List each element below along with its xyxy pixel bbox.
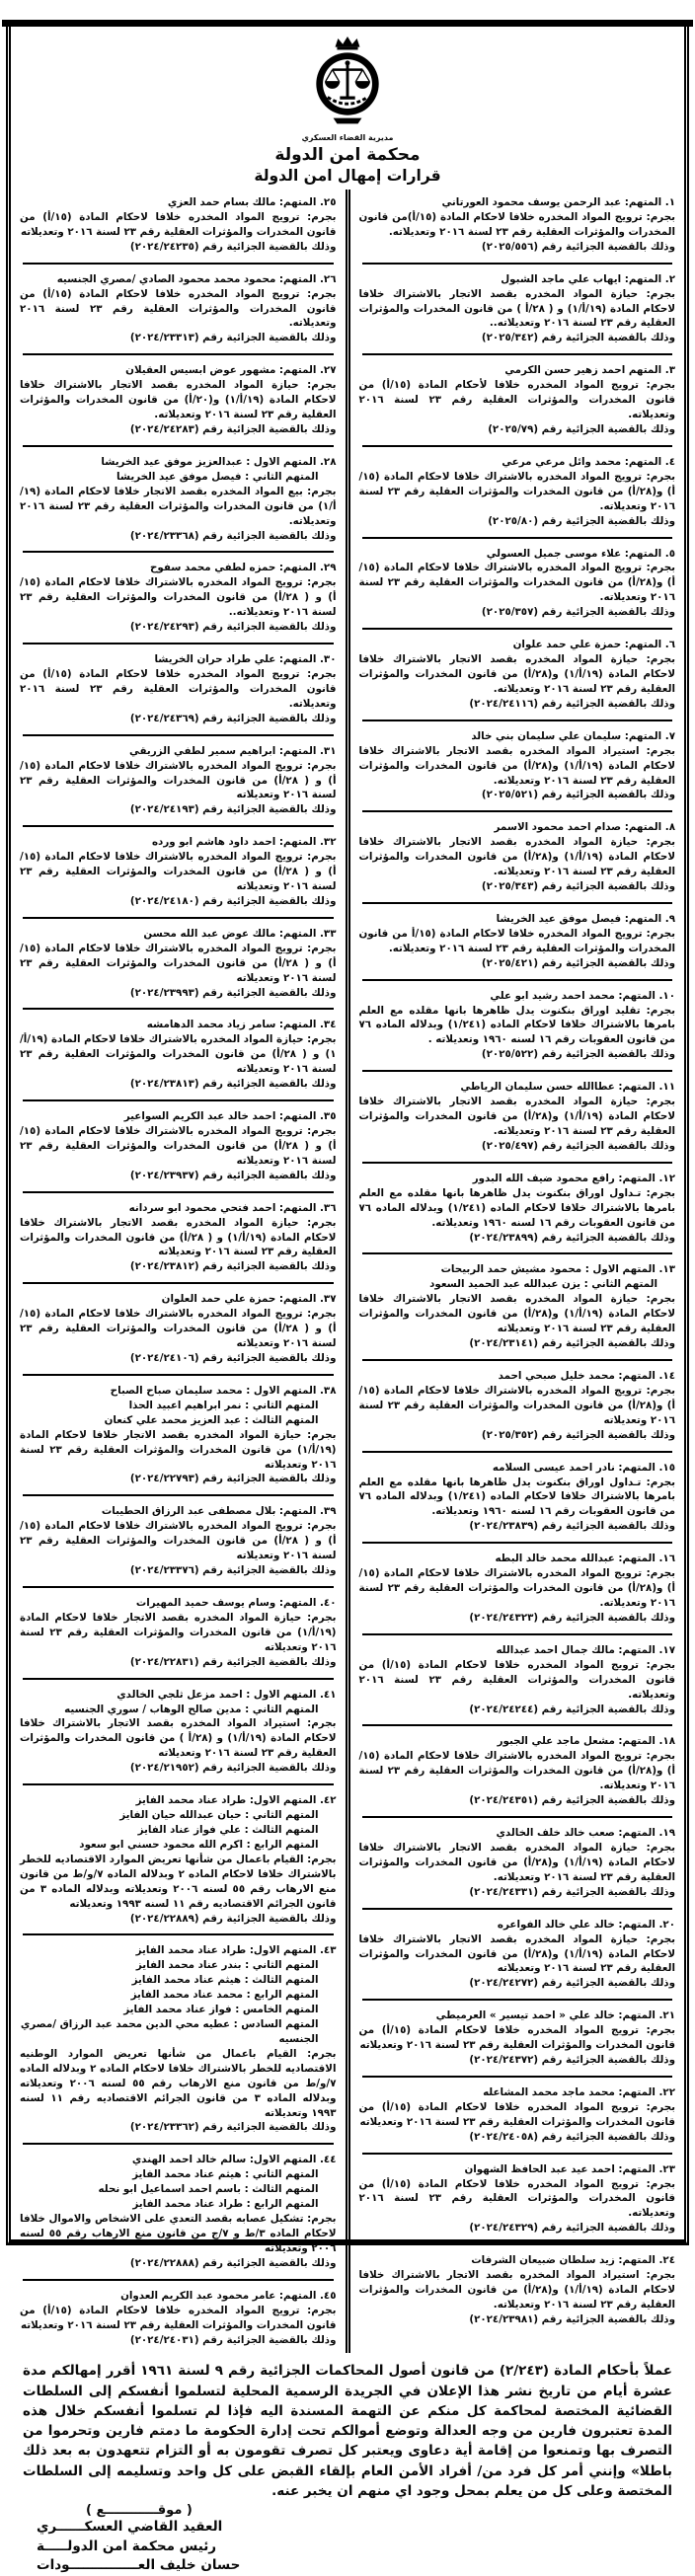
charge-text: بجرم: القيام باعمال من شأنها تعريض الموارد الوطنيه الاقتصاديه للخطر بالاشتراك خلافا لاحكام الماده ٢ وبدلاله الماده ٧/و/ط من قانون منع الارهاب رقم ٥٥ لسنه ٢٠٠٦ وتعديلاته وبدلاله الماده ٣ من قانون الجرائم الاقتصاديه رقم ١١ لسنه ١٩٩٣ وتعديلاته [20,2047,337,2119]
defendant-line: ٤٤. المتهم الاول: سالم خالد احمد الهندي [131,2154,337,2166]
defendant-line: ٤٠. المتهم: وسام يوسف حميد المهيرات [135,1596,337,1609]
case-entry [350,357,685,443]
defendant-line: ١٣. المتهم الاول : محمود مشيش حمد الربيحات [440,1263,675,1276]
defendant-line: ٣٣. المتهم: مالك عوض عبد الله محسن [143,927,337,940]
case-number: وذلك بالقضية الجزائية رقم (٢٠٢٤/٢٤١٠٦) [129,1352,337,1364]
case-entry [350,1455,685,1541]
case-number: وذلك بالقضية الجزائية رقم (٢٠٢٥/٧٩) [488,422,675,435]
emblem-caption: مديرية القضاء العسكري [301,133,394,142]
case-entry [350,1728,685,1814]
defendant-line: المتهم الثالث : باسم احمد اسماعيل ابو نحله [98,2183,319,2196]
case-entry [350,1256,685,1357]
case-number: وذلك بالقضية الجزائية رقم (٢٠٢٤/٢٤٣٥١) [469,1794,675,1807]
case-number: وذلك بالقضية الجزائية رقم (٢٠٢٤/٢٣٩٨١) [469,2312,675,2325]
entry-separator [23,1099,334,1101]
defendant-line: ٢٠. المتهم: خالد علي خالد الفواعره [497,1918,675,1931]
defendant-line: ٣٤. المتهم: سامر زياد محمد الدهامشه [146,1019,337,1031]
entry-separator [362,1999,673,2001]
case-entry [11,738,346,824]
charge-text: بجرم: حيازة المواد المخدره بقصد الاتجار خلافا لاحكام المادة (١٩/أ/١) من قانون المخدرات والمؤثرات العقلية رقم ٢٣ لسنة ٢٠١٦ وتعديلاته [20,1428,337,1471]
charge-text: بجرم: حيازة المواد المخدره بقصد الاتجار بالاشتراك خلافا لاحكام المادة (١٩/أ/١) و(٢٨/أ) من قانون المخدرات والمؤثرات العقلية رقم ٢٣ لسنة ٢٠١٦ وتعديلاته. [358,1096,675,1138]
charge-text: بجرم: ترويج المواد المخدره خلافا لاحكام المادة (١٥/أ) من قانون المخدرات والمؤثرات العقلية رقم ٢٣ لسنة ٢٠١٦ وتعديلاته. [358,1658,676,1701]
case-entry [11,2147,346,2276]
charge-text: بجرم: ترويج المواد المخدره بالاشتراك خلافا لاحكام المادة (١٥/أ) و ( ٢٨/أ) من قانون المخدرات والمؤثرات العقلية رقم ٢٣ لسنة ٢٠١٦ وتعديلاته [20,851,337,893]
defendant-line: ٢٢. المتهم: محمد ماجد محمد المشاعله [483,2085,675,2098]
defendant-line: المتهم الثالث : هيثم عناد محمد الفايز [131,1974,319,1987]
charge-text: بجرم: ترويج المواد المخدره خلافا لاحكام المادة (١٥/أ) من قانون المخدرات والمؤثرات العقلية رقم ٢٣ لسنة ٢٠١٦ وتعديلاته [358,2024,675,2052]
legal-paragraph: عملاً بأحكام المادة (٢/٢٤٣) من قانون أصول المحاكمات الجزائية رقم ٩ لسنة ١٩٦١ أقرر إمهالكم مدة عشرة أيام من تاريخ نشر هذا الإعلان في الجريدة الرسمية المحلية لتسلموا أنفسكم إلى السلطات القضائية المختصة لمحاكمة كل منكم عن التهمة المسندة اليه فإذا لم تسلموا أنفسكم خلال هذه المدة تعتبرون فارين من وجه العدالة وتوضع أموالكم تحت إدارة الحكومة ما دمتم فارين وتحرموا من التصرف بها وتمنعوا من إقامة أية دعاوى ويعتبر كل تصرف تقومون به أو التزام تتعهدون به بعد ذلك باطلا» وإنني أمر كل فرد من/ أفراد الأمن العام بإلقاء القبض على كل واحد وتسليمه إلى السلطات المختصة وعلى كل من يعلم بمحل وجود اي منهم ان يخبر عنه. [23,2363,672,2499]
charge-text: بجرم: بيع المواد المخدره بقصد الاتجار خلافا لاحكام المادة (١٩/أ/١) من قانون المخدرات والمؤثرات العقلية رقم ٢٣ لسنة ٢٠١٦ وتعديلاته. [20,485,337,527]
defendant-line: ٣١. المتهم: ابراهيم سمير لطفي الزريقي [129,744,337,757]
notice-frame [6,27,689,2574]
defendant-line: ٤. المتهم: محمد وائل مرعي مرعي [502,455,675,468]
defendant-line: ٢٧. المتهم: مشهور عوض ابسيس العقيلان [125,364,337,377]
charge-text: بجرم: ترويج المواد المخدره بالاشتراك خلافا لاحكام المادة (١٥/أ) و(٢٨/أ) من قانون المخدرات والمؤثرات العقلية رقم ٢٣ لسنة ٢٠١٦ وتعديلاته. [358,1750,675,1792]
case-entry [11,1937,346,2141]
defendant-line: ٣٥. المتهم: احمد خالد عبد الكريم السواعير [123,1110,337,1123]
entry-separator [362,1162,673,1164]
court-title: محكمة امن الدولة [274,145,421,165]
case-entry [350,1363,685,1449]
charge-text: بجرم: حيازة المواد المخدره بقصد الاتجار بالاشتراك خلافا لاحكام المادة (١٩/أ/١) و(٢٨/أ) من قانون المخدرات والمؤثرات العقلية رقم ٢٣ لسنة ٢٠١٦ وتعديلاته. [358,653,675,695]
case-entry [11,1787,346,1932]
case-entry [11,1195,346,1281]
defendant-line: ١٤. المتهم: محمد خليل صبحي احمد [498,1370,675,1382]
entry-separator [23,1783,334,1785]
defendant-line: ٢. المتهم: ايهاب علي ماجد الشبول [501,272,675,285]
case-entry [11,646,346,732]
charge-text: بجرم: حيازة المواد المخدره بقصد الاتجار بالاشتراك خلافا لاحكام المادة (١٩/أ/١) و ( ٢٨/أ ) من قانون المخدرات والمؤثرات العقلية رقم ٢٣ لسنة ٢٠١٦ وتعديلاته.. [358,287,675,330]
entry-separator [362,2153,673,2155]
entry-separator [362,979,673,981]
defendant-line: ٩. المتهم: فيصل موفق عيد الخريشا [496,912,675,925]
signed-label: ( موقــــــــــــع ) [86,2503,193,2519]
defendant-line: ٢٥. المتهم: مالك بسام حمد العزي [167,196,337,208]
case-number: وذلك بالقضية الجزائية رقم (٢٠٢٤/٢٢٨٨٨) [129,2256,337,2269]
entry-separator [362,628,673,630]
case-number: وذلك بالقضية الجزائية رقم (٢٠٢٤/٢٤١٨٠) [129,894,337,907]
case-entry [11,1378,346,1492]
case-number: وذلك بالقضية الجزائية رقم (٢٠٢٥/٤٢١) [481,956,675,969]
entry-separator [23,2143,334,2145]
defendant-line: ١٧. المتهم: مالك جمال احمد عبدالله [496,1643,675,1656]
defendant-line: المتهم الثاني : بندر عناد محمد الفايز [135,1959,319,1972]
case-number: وذلك بالقضية الجزائية رقم (٢٠٢٤/٢٣٣٧٦) [129,1564,337,1577]
case-number: وذلك بالقضية الجزائية رقم (٢٠٢٤/٢١٩٥٢) [129,1762,337,1775]
case-number: وذلك بالقضية الجزائية رقم (٢٠٢٤/٢٤٢٧٢) [469,1977,675,1990]
charge-text: بجرم: ترويج المواد المخدره بالاشتراك خلافا لاحكام المادة (١٥/أ) و ( ٢٨/أ) من قانون المخدرات والمؤثرات العقلية رقم ٢٣ لسنة ٢٠١٦ وتعديلاته.. [20,576,337,619]
case-number: وذلك بالقضية الجزائية رقم (٢٠٢٤/٢٣٩٩٣) [129,986,337,999]
defendant-line: ٤١. المتهم الاول : احمد مزعل ثلجي الخالدي [116,1688,337,1701]
charge-text: بجرم: ترويج المواد المخدره بالاشتراك خلافا لاحكام المادة (١٥/أ) و ( ٢٨/أ) من قانون المخدرات والمؤثرات العقلية رقم ٢٣ لسنة ٢٠١٦ وتعديلاته [20,1308,337,1350]
case-number: وذلك بالقضية الجزائية رقم (٢٠٢٥/٣٥٧) [481,606,675,619]
defendant-line: المتهم الثاني : مدين صالح الوهاب / سوري الجنسيه [64,1703,319,1715]
case-entry [350,906,685,977]
defendant-line: ٤٢. المتهم الاول: طراد عناد محمد الفايز [135,1794,337,1807]
case-entry [350,266,685,352]
defendant-line: ٢٩. المتهم: حمزه لطفي محمد سفوح [150,562,337,574]
case-entry [11,266,346,352]
signature-line: رئيس محكمة امن الدولـــــة [37,2538,217,2554]
defendant-line: ٥. المتهم: علاء موسى جميل العسولي [486,547,675,560]
case-entry [350,814,685,900]
entry-separator [23,1008,334,1010]
charge-text: بجرم: ترويج المواد المخدره بالاشتراك خلافا لاحكام المادة (١٥/أ) و(٢٨/أ) من قانون المخدرات والمؤثرات العقلية رقم ٢٣ لسنة ٢٠١٦ وتعديلاته [358,1384,675,1426]
defendant-line: ٢٦. المتهم: محمود محمد محمود الصادي /مصري الجنسيه [56,272,337,285]
entry-separator [362,1542,673,1544]
case-entry [11,1103,346,1189]
defendant-line: ٦. المتهم: حمزة علي حمد علوان [512,639,675,651]
charge-text: بجرم: ترويج المواد المخدره بالاشتراك خلافا لاحكام المادة (١٥/أ) و ( ٢٨/أ) من قانون المخدرات والمؤثرات العقلية رقم ٢٣ لسنة ٢٠١٦ وتعديلاته [20,759,337,801]
defendant-line: المتهم الخامس : فواز عناد محمد الفايز [123,2004,319,2016]
case-number: وذلك بالقضية الجزائية رقم (٢٠٢٤/٢٢٧٩٣) [129,1473,337,1485]
two-column-body [11,189,684,2353]
entry-separator [23,1191,334,1193]
case-entry [11,357,346,443]
case-number: وذلك بالقضية الجزائية رقم (٢٠٢٥/٣٤٢) [481,332,675,344]
defendant-line: ١٦. المتهم: عبدالله محمد خالد البطه [495,1553,675,1565]
case-number: وذلك بالقضية الجزائية رقم (٢٠٢٥/٣٥٢) [481,1428,675,1441]
case-number: وذلك بالقضية الجزائية رقم (٢٠٢٥/٥٢٢) [481,1048,675,1061]
notice-header [11,27,684,189]
case-number: وذلك بالقضية الجزائية رقم (٢٠٢٤/٢٤٣٢٩) [469,2222,675,2235]
column-divider [346,189,350,2353]
charge-text: بجرم: استيراد المواد المخدره بقصد الاتجار بالاشتراك خلافا لاحكام المادة (١٩/أ/١) و(٢٨/أ) من قانون المخدرات والمؤثرات العقلية رقم ٢٣ لسنة ٢٠١٦ وتعديلاته. [358,2269,675,2311]
defendant-line: ٨. المتهم: صدام احمد محمود الاسمر [494,821,675,834]
charge-text: بجرم: ترويج المواد المخدره بالاشتراك خلافا لاحكام المادة (١٥/أ) و(٢٨/أ) من قانون المخدرات والمؤثرات العقلية رقم ٢٣ لسنة ٢٠١٦ وتعديلاته. [358,1567,675,1609]
defendant-line: المتهم الثاني : حيان عبدالله حيان الفايز [119,1809,319,1822]
charge-text: بجرم: ترويج المواد المخدره خلافا لاحكام المادة (١٥/أ) من قانون المخدرات والمؤثرات العقلية رقم ٢٣ لسنة ٢٠١٦ وتعديلاته [20,2304,337,2331]
charge-text: بجرم: تقليد اوراق بنكنوت يدل ظاهرها بانها مقلده مع العلم بامرها بالاشتراك خلافا لاحكام الماده (١/٢٤١) وبدلاله الماده ٧٦ من قانون العقوبات رقم ١٦ لسنه ١٩٦٠ وتعديلاته . [358,1004,675,1046]
entry-separator [362,810,673,812]
case-number: وذلك بالقضية الجزائية رقم (٢٠٢٥/٣٤٣) [481,880,675,893]
defendant-line: ٢١. المتهم: خالد علي « احمد تيسير » العرميطي [435,2009,675,2022]
defendant-line: ٣٦. المتهم: احمد فتحي محمود ابو سردانه [128,1201,337,1214]
case-entry [11,1498,346,1584]
defendant-line: المتهم الرابع : اكرم الله محمود حسني ابو سعود [79,1838,319,1851]
charge-text: بجرم: حيازة المواد المخدره بقصد الاتجار بالاشتراك خلافا لاحكام المادة (١٩/أ/١) و ( ٢٨/أ) من قانون المخدرات والمؤثرات العقلية رقم ٢٣ لسنة ٢٠١٦ وتعديلاته [20,1216,337,1258]
entry-separator [23,917,334,919]
defendant-line: ٤٣. المتهم الاول: طراد عناد محمد الفايز [135,1944,337,1957]
entry-separator [362,263,673,265]
defendant-line: المتهم الثالث : عبد العزيز محمد علي كنعان [104,1413,319,1426]
column-entries-25-45 [11,189,346,2353]
case-entry [350,2003,685,2074]
entry-separator [23,734,334,736]
gazette-page [0,20,695,2574]
notice-footer [11,2353,684,2575]
column-entries-1-24 [350,189,685,2353]
entry-separator [23,551,334,553]
case-number: وذلك بالقضية الجزائية رقم (٢٠٢٤/٢٣٣٦٨) [129,529,337,542]
case-number: وذلك بالقضية الجزائية رقم (٢٠٢٥/٨٠) [488,514,675,527]
case-number: وذلك بالقضية الجزائية رقم (٢٠٢٤/٢٤٢٣٥) [129,240,337,253]
defendant-line: ١١. المتهم: عطاالله حسن سليمان الرياطي [460,1081,675,1094]
charge-text: بجرم: ترويج المواد المخدره خلافا لاحكام المادة (١٥/أ)من قانون المخدرات والمؤثرات العقلية رقم ٢٣ لسنة ٢٠١٦ وتعديلاته. [358,210,675,238]
defendant-line: المتهم الرابع : محمد عناد محمد الفايز [130,1989,319,2002]
charge-text: بجرم: ترويج المواد المخدره بالاشتراك خلافا لاحكام المادة (١٥/أ) و ( ٢٨/أ) من قانون المخدرات والمؤثرات العقلية رقم ٢٣ لسنة ٢٠١٦ وتعديلاته [20,1520,337,1562]
case-number: وذلك بالقضية الجزائية رقم (٢٠٢٤/٢٣٨٣٩) [469,1520,675,1533]
charge-text: بجرم: ترويج المواد المخدره خلافا لاحكام المادة (١٥/أ) من قانون المخدرات والمؤثرات العقلية رقم ٢٣ لسنة ٢٠١٦ وتعديلاته. [20,667,337,710]
charge-text: بجرم: ترويج المواد المخدره خلافا لاحكام المادة (١٥/أ) من قانون المخدرات والمؤثرات العقلية رقم ٢٣ لسنة ٢٠١٦ وتعديلاته [358,2100,675,2128]
charge-text: بجرم: حيازة المواد المخدره بقصد الاتجار بالاشتراك خلافا لاحكام المادة (١٩/أ/١) و(٢٠/أ) من قانون المخدرات والمؤثرات العقلية رقم ٢٣ لسنة ٢٠١٦ وتعديلاته. [20,379,337,421]
case-entry [350,1820,685,1906]
case-number: وذلك بالقضية الجزائية رقم (٢٠٢٥/٥٥٦) [481,240,675,253]
defendant-line: ١٩. المتهم: صعب خالد خلف الخالدي [496,1827,675,1840]
case-entry [350,449,685,535]
entry-separator [23,1282,334,1284]
defendant-line: ٣٩. المتهم: بلال مصطفى عبد الرزاق الحطيبات [101,1505,337,1518]
entry-separator [23,445,334,447]
case-number: وذلك بالقضية الجزائية رقم (٢٠٢٥/٤٩٧) [481,1139,675,1152]
case-number: وذلك بالقضية الجزائية رقم (٢٠٢٤/٢٣٨٩٩) [469,1231,675,1244]
entry-separator [23,263,334,265]
charge-text: بجرم: ترويج المواد المخدره خلافا لاحكام المادة (١٥/أ) من قانون المخدرات والمؤثرات العقلية رقم ٢٣ لسنة ٢٠١٦ وتعديلاته. [20,287,337,330]
charge-text: بجرم: ترويج المواد المخدره خلافا لاحكام المادة (١٥/أ) من قانون المخدرات والمؤثرات العقلية رقم ٢٣ لسنة ٢٠١٦ وتعديلاته [20,210,337,238]
charge-text: بجرم: ترويج المواد المخدره بالاشتراك خلافا لاحكام المادة (١٥/أ) و ( ٢٨/أ) من قانون المخدرات والمؤثرات العقلية رقم ٢٣ لسنة ٢٠١٦ وتعديلاته [20,1125,337,1167]
case-number: وذلك بالقضية الجزائية رقم (٢٠٢٥/٥٢١) [481,789,675,801]
defendant-line: المتهم الثاني : فيصل موفق عيد الخريشا [116,470,319,483]
defendant-line: المتهم الثالث : علي فواز عناد الفايز [137,1823,319,1836]
charge-text: بجرم: تشكيل عصابه بقصد التعدي على الاشخاص والاموال خلافا لاحكام الماده ٣/ط و ٧/ج من قانون منع الارهاب رقم ٥٥ لسنه ٢٠٠٦ وتعديلاته [20,2213,337,2254]
charge-text: بجرم: حيازة المواد المخدره بقصد الاتجار بالاشتراك خلافا لاحكام المادة (١٩/أ/١) و(٢٨/أ) من قانون المخدرات والمؤثرات العقلية رقم ٢٣ لسنة ٢٠١٦ وتعديلاته. [358,1841,675,1883]
case-entry [11,1590,346,1676]
defendant-line: ٢٤. المتهم: زيد سلطان ضبيعان الشرفات [471,2254,675,2267]
entry-separator [362,445,673,447]
entry-separator [362,902,673,904]
case-number: وذلك بالقضية الجزائية رقم (٢٠٢٤/٢٤٠٣١) [129,2333,337,2346]
charge-text: بجرم: ترويج المواد المخدره خلافا لأحكام المادة (١٥/أ) من قانون المخدرات والمؤثرات العقلية رقم ٢٣ لسنة ٢٠١٦ وتعديلاته. [358,379,676,421]
case-number: وذلك بالقضية الجزائية رقم (٢٠٢٤/٢٤١٩٣) [129,803,337,816]
case-number: وذلك بالقضية الجزائية رقم (٢٠٢٤/٢٤٣٢٣) [469,1611,675,1624]
entry-separator [362,1908,673,1910]
entry-separator [23,1933,334,1935]
entry-separator [23,643,334,644]
case-entry [350,2080,685,2151]
case-entry [11,1286,346,1372]
case-entry [350,2157,685,2242]
case-entry [11,2283,346,2354]
entry-separator [362,1816,673,1818]
entry-separator [23,2279,334,2281]
case-number: وذلك بالقضية الجزائية رقم (٢٠٢٤/٢٣٨١٢) [129,1260,337,1273]
case-entry [11,1682,346,1782]
charge-text: بجرم: حيازة المواد المخدره بقصد الاتجار بالاشتراك خلافا لاحكام المادة (١٩/أ/١) و(٢٨/أ) من قانون المخدرات والمؤثرات العقلية رقم ٢٣ لسنة ٢٠١٦ وتعديلاته. [358,836,675,878]
case-entry [350,1166,685,1251]
doc-title: قرارات إمهال امن الدولة [254,167,441,185]
case-entry [350,983,685,1069]
case-entry [11,1012,346,1098]
charge-text: بجرم: ترويج المواد المخدره بالاشتراك خلافا لاحكام المادة (١٥/أ) و(٢٨/أ) من قانون المخدرات والمؤثرات العقلية رقم ٢٣ لسنة ٢٠١٦ وتعديلاته. [358,562,675,604]
charge-text: بجرم: حيازة المواد المخدره بقصد الاتجار بالاشتراك خلافا لاحكام المادة (١٩/أ/١) و(٢٨/أ) من قانون المخدرات والمؤثرات العقلية رقم ٢٣ لسنة ٢٠١٦ وتعديلاته [358,1932,675,1975]
case-number: وذلك بالقضية الجزائية رقم (٢٠٢٤/٢٤٢٨٣) [129,422,337,435]
entry-separator [362,1070,673,1072]
defendant-line: ١٥. المتهم: نادر احمد عيسى السلامه [492,1461,675,1474]
case-number: وذلك بالقضية الجزائية رقم (٢٠٢٤/٢٢٨٣١) [129,1655,337,1668]
top-border-bar [2,20,693,27]
entry-separator [23,825,334,827]
entry-separator [362,2076,673,2078]
entry-separator [362,1252,673,1254]
defendant-line: ٤٥. المتهم: عامر محمود عبد الكريم العدوان [120,2289,337,2302]
entry-separator [362,1451,673,1453]
charge-text: بجرم: تـداول اوراق بنكنوت يدل ظاهرها بانها مقلده مع العلم بامرها بالاشتراك خلافا لاحكام الماده (١/٢٤١) وبدلاله الماده ٧٦ من قانون العقوبات رقم ١٦ لسنه ١٩٦٠ وتعديلاته. [358,1476,675,1518]
military-judiciary-emblem [300,35,395,135]
case-entry [11,189,346,261]
defendant-line: ٢٣. المتهم: احمد عيد عبد الحافظ الشهوان [464,2162,675,2175]
signature-block [23,2518,672,2576]
case-number: وذلك بالقضية الجزائية رقم (٢٠٢٤/٢٤٢٩٣) [129,621,337,634]
case-entry [350,723,685,809]
entry-separator [362,1633,673,1635]
charge-text: بجرم: ترويج المواد المخدره خلافا لاحكام المادة (١٥/أ من قانون المخدرات والمؤثرات العقلية رقم ٢٣ لسنة ٢٠١٦ وتعديلاته. [358,927,675,954]
entry-separator [23,1586,334,1588]
case-number: وذلك بالقضية الجزائية رقم (٢٠٢٤/٢٤٣٧٢) [469,2054,675,2067]
defendant-line: ٣. المتهم احمد زهير حسن الكرمي [504,364,675,377]
entry-separator [362,1724,673,1726]
charge-text: بجرم: حيازة المواد المخدره بقصد الاتجار بالاشتراك خلافا لاحكام المادة (١٩/أ/١) و(٢٨/أ) من قانون المخدرات والمؤثرات العقلية رقم ٢٣ لسنة ٢٠١٦ وتعديلاته [358,1293,675,1335]
case-entry [11,555,346,641]
case-number: وذلك بالقضية الجزائية رقم (٢٠٢٤/٢٣٩٣٧) [129,1169,337,1181]
entry-separator [23,1678,334,1680]
case-number: وذلك بالقضية الجزائية رقم (٢٠٢٤/٢٤٣٣١) [469,1885,675,1898]
defendant-line: المتهم السادس : عطيه محي الدين محمد عبد الرزاق /مصري الجنسيه [20,2018,319,2045]
charge-text: بجرم: ترويج المواد المخدره خلافا لاحكام المادة (١٥/أ) من قانون المخدرات والمؤثرات العقلية رقم ٢٣ لسنة ٢٠١٦ وتعديلاته. [358,2177,676,2220]
entry-separator [23,1374,334,1376]
entry-separator [362,720,673,721]
case-number: وذلك بالقضية الجزائية رقم (٢٠٢٤/٢٣٣٦٢) [129,2121,337,2134]
charge-text: بجرم: ترويج المواد المخدره بالاشتراك خلافا لاحكام المادة (١٥/أ) و(٢٨/أ) من قانون المخدرات والمؤثرات العقلية رقم ٢٣ لسنة ٢٠١٦ وتعديلاته. [358,470,675,512]
defendant-line: ٣٠. المتهم: علي طراد حران الخريشا [154,653,337,666]
case-number: وذلك بالقضية الجزائية رقم (٢٠٢٤/٢٣١٤١) [469,1337,675,1350]
signature-line: حسان خليف العـــــــــــــــودات [37,2557,241,2574]
charge-text: بجرم: حيازة المواد المخدره بقصد الاتجار خلافا لاحكام المادة (١٩/أ/١) من قانون المخدرات والمؤثرات العقلية رقم ٢٣ لسنة ٢٠١٦ وتعديلاته [20,1611,337,1653]
case-entry [11,921,346,1007]
defendant-line: المتهم الثاني : هيثم عناد محمد الفايز [132,2168,319,2181]
case-number: وذلك بالقضية الجزائية رقم (٢٠٢٤/٢٣٣١٣) [129,332,337,344]
defendant-line: ٣٧. المتهم: حمزة علي حمد العلوان [161,1293,337,1306]
charge-text: بجرم: ترويج المواد المخدره بالاشتراك خلافا لاحكام المادة (١٥/أ) و ( ٢٨/أ) من قانون المخدرات والمؤثرات العقلية رقم ٢٣ لسنة ٢٠١٦ وتعديلاته [20,942,337,984]
defendant-line: ٢٨. المتهم الاول : عبدالعزيز موفق عيد الخريشا [101,455,337,468]
case-entry [11,449,346,550]
charge-text: بجرم: استيراد المواد المخدره بقصد الاتجار بالاشتراك خلافا لاحكام المادة (١٩/أ/١) و(٢٨/أ) من قانون المخدرات والمؤثرات العقلية رقم ٢٣ لسنة ٢٠١٦ وتعديلاته. [358,744,675,787]
case-number: وذلك بالقضية الجزائية رقم (٢٠٢٤/٢٤٣٦٩) [129,712,337,724]
charge-text: بجرم: استيراد المواد المخدره بقصد الاتجار بالاشتراك خلافا لاحكام المادة (١٩/أ/١) و (٢٨/أ ) من قانون المخدرات والمؤثرات العقلية رقم ٢٣ لسنة ٢٠١٦ وتعديلاته [20,1717,337,1760]
defendant-line: المتهم الرابع : طراد عناد محمد الفايز [132,2198,319,2211]
entry-separator [362,537,673,539]
defendant-line: ٧. المتهم: سليمان علي سليمان بني خالد [471,729,675,742]
defendant-line: ١٨. المتهم: مشعل ماجد علي الجبور [497,1735,675,1748]
case-entry [350,1637,685,1723]
entry-separator [362,2243,673,2245]
case-entry [350,632,685,718]
defendant-line: ٣٨. المتهم الاول : محمد سليمان صباح الصباح [110,1384,337,1397]
entry-separator [362,1359,673,1361]
signature-line: العقيد القاضي العسكــــــري [37,2519,223,2536]
case-entry [350,2247,685,2333]
entry-separator [23,353,334,355]
case-entry [350,541,685,627]
case-entry [350,189,685,261]
entry-separator [362,353,673,355]
entry-separator [23,1494,334,1496]
case-number: وذلك بالقضية الجزائية رقم (٢٠٢٤/٢٣٨١٣) [129,1078,337,1091]
case-number: وذلك بالقضية الجزائية رقم (٢٠٢٤/٢٤١١٦) [469,697,675,710]
case-entry [11,829,346,915]
defendant-line: ١. المتهم: عبد الرحمن يوسف محمود العورتاني [441,196,675,208]
defendant-line: ١٢. المتهم: رافع محمود ضيف الله البدور [472,1172,675,1184]
charge-text: بجرم: القيام باعمال من شأنها تعريض الموارد الاقتصاديه للخطر بالاشتراك خلافا لاحكام الماده ٢ وبدلاله الماده ٧/و/ط من قانون منع الارهاب رقم ٥٥ لسنه ٢٠٠٦ وتعديلاته وبدلاله الماده ٣ من قانون الجرائم الاقتصاديه رقم ١١ لسنه ١٩٩٣ وتعديلاته [20,1853,337,1910]
charge-text: بجرم: تـداول اوراق بنكنوت يدل ظاهرها بانها مقلده مع العلم بامرها بالاشتراك خلافا لاحكام الماده (١/٢٤١) وبدلاله الماده ٧٦ من قانون العقوبات رقم ١٦ لسنه ١٩٦٠ وتعديلاته. [358,1186,675,1229]
case-entry [350,1546,685,1631]
case-number: وذلك بالقضية الجزائية رقم (٢٠٢٤/٢٤٠٥٨) [469,2130,675,2143]
defendant-line: ٣٢. المتهم: احمد داود هاشم ابو ورده [151,836,337,849]
case-number: وذلك بالقضية الجزائية رقم (٢٠٢٤/٢٤٢٤٤) [469,1703,675,1715]
defendant-line: المتهم الثاني : نمر ابراهيم اعبيد الحذا [128,1399,319,1411]
defendant-line: المتهم الثاني : يزن عبدالله عبد الحميد السعود [429,1278,657,1291]
charge-text: بجرم: حيازة المواد المخدره بالاشتراك خلافا لاحكام المادة (١٩/أ/١) و ( ٢٨/أ) من قانون المخدرات والمؤثرات العقلية رقم ٢٣ لسنة ٢٠١٦ وتعديلاته [20,1033,337,1076]
case-number: وذلك بالقضية الجزائية رقم (٢٠٢٤/٢٢٨٨٩) [129,1912,337,1925]
case-entry [350,1074,685,1160]
defendant-line: ١٠. المتهم: محمد احمد رشيد ابو علي [490,989,675,1002]
case-entry [350,1912,685,1998]
